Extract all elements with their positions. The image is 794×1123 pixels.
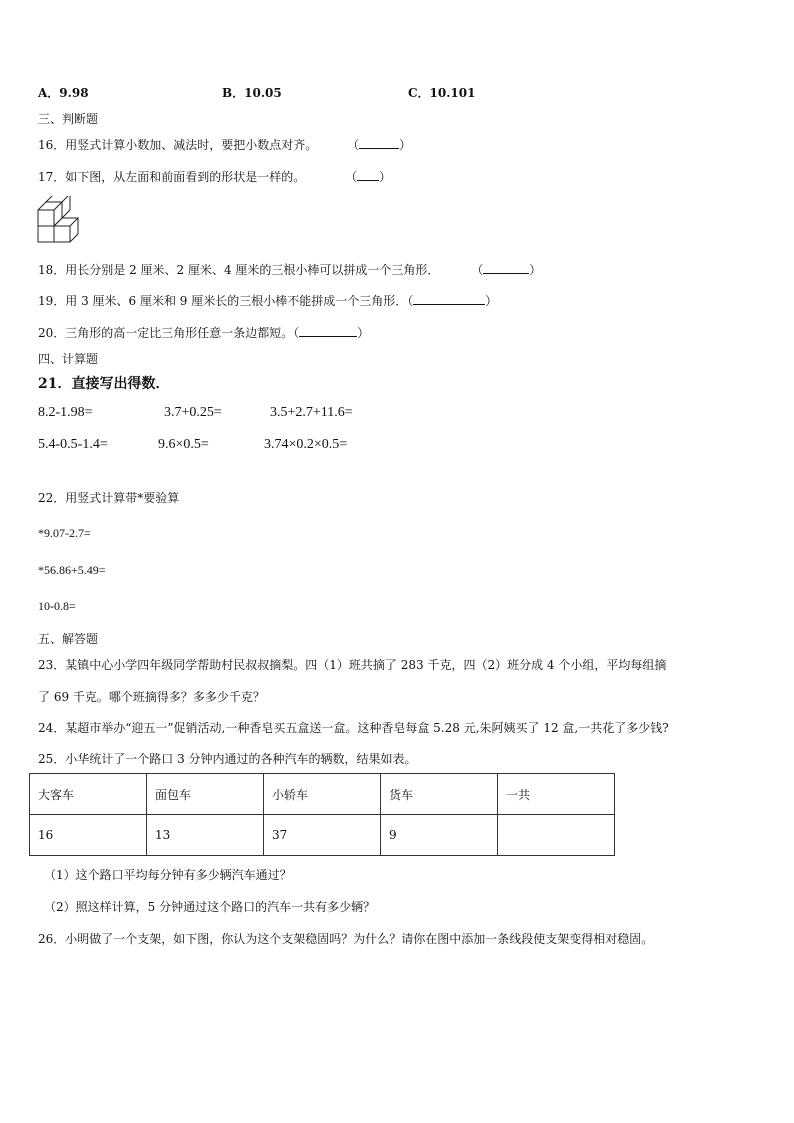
calc-item: 3.5+2.7+11.6= [270,405,353,420]
table-header-cell: 面包车 [147,774,264,815]
answer-blank-17[interactable] [357,168,379,181]
table-header-cell: 一共 [498,774,615,815]
table-cell: 13 [147,815,264,856]
question-24: 24．某超市举办“迎五一”促销活动,一种香皂买五盒送一盒。这种香皂每盒 5.28 元,朱阿姨买了 12 盒,一共花了多少钱? [38,721,669,735]
question-25-sub1: （1）这个路口平均每分钟有多少辆汽车通过？ [44,868,292,882]
calc-item: 8.2-1.98= [38,405,93,420]
table-cell: 9 [381,815,498,856]
calc-item: 3.7+0.25= [164,405,222,420]
question-22-title: 22．用竖式计算带*要验算 [38,491,180,505]
answer-paren-open: （ [347,138,360,152]
answer-paren-open: （ [293,326,300,340]
answer-paren-close: ） [485,294,498,308]
vehicle-count-table [29,773,615,856]
question-17-text: 17．如下图，从左面和前面看到的形状是一样的。 [38,170,306,184]
question-26: 26．小明做了一个支架，如下图，你认为这个支架稳固吗？为什么？请你在图中添加一条线段使支架变得相对稳固。 [38,932,654,946]
question-16-text: 16．用竖式计算小数加、减法时，要把小数点对齐。 [38,138,318,152]
question-18-text: 18．用长分别是 2 厘米、2 厘米、4 厘米的三根小棒可以拼成一个三角形． [38,263,440,277]
option-c: C．10.101 [408,86,476,100]
vertical-calc-item: 10-0.8= [38,599,76,613]
option-a: A．9.98 [38,86,89,100]
question-19-text: 19．用 3 厘米、6 厘米和 9 厘米长的三根小棒不能拼成一个三角形． [38,294,408,308]
calc-item: 9.6×0.5= [158,437,209,452]
calc-item: 3.74×0.2×0.5= [264,437,348,452]
calc-item: 5.4-0.5-1.4= [38,437,108,452]
question-16 [38,136,411,153]
cube-stack-figure [36,196,88,244]
question-21-title: 21．直接写出得数． [38,376,170,392]
answer-blank-18[interactable] [483,261,529,274]
section-title-judgement: 三、判断题 [38,112,99,126]
table-cell: 16 [30,815,147,856]
answer-blank-16[interactable] [359,136,399,149]
question-25: 25．小华统计了一个路口 3 分钟内通过的各种汽车的辆数，结果如表。 [38,752,417,766]
section-title-word-problems: 五、解答题 [38,632,99,646]
question-23-line2: 了 69 千克。哪个班摘得多？多多少千克？ [38,690,265,704]
answer-paren-close: ） [529,263,542,277]
option-b: B．10.05 [222,86,282,100]
section-title-calculation: 四、计算题 [38,352,99,366]
answer-paren-close: ） [357,326,370,340]
table-row [30,815,615,856]
table-row [30,774,615,815]
question-20-text: 20．三角形的高一定比三角形任意一条边都短。 [38,326,294,340]
question-23-line1: 23．某镇中心小学四年级同学帮助村民叔叔摘梨。四（1）班共摘了 283 千克，四（2）班分成 4 个小组，平均每组摘 [38,658,667,672]
table-header-cell: 小轿车 [264,774,381,815]
answer-blank-20[interactable] [299,324,357,337]
question-19 [38,292,497,309]
question-18 [38,261,541,278]
table-cell: 37 [264,815,381,856]
vertical-calc-item: *56.86+5.49= [38,563,106,577]
vertical-calc-item: *9.07-2.7= [38,526,91,540]
answer-blank-19[interactable] [413,292,485,305]
question-17 [38,168,391,185]
answer-paren-open: （ [407,294,414,308]
table-header-cell: 货车 [381,774,498,815]
answer-paren-close: ） [379,170,392,184]
table-header-cell: 大客车 [30,774,147,815]
answer-paren-open: （ [345,170,358,184]
answer-paren-open: （ [471,263,484,277]
question-20 [38,324,369,341]
answer-paren-close: ） [399,138,412,152]
table-cell-total[interactable] [498,815,615,856]
question-25-sub2: （2）照这样计算，5 分钟通过这个路口的汽车一共有多少辆？ [44,900,376,914]
